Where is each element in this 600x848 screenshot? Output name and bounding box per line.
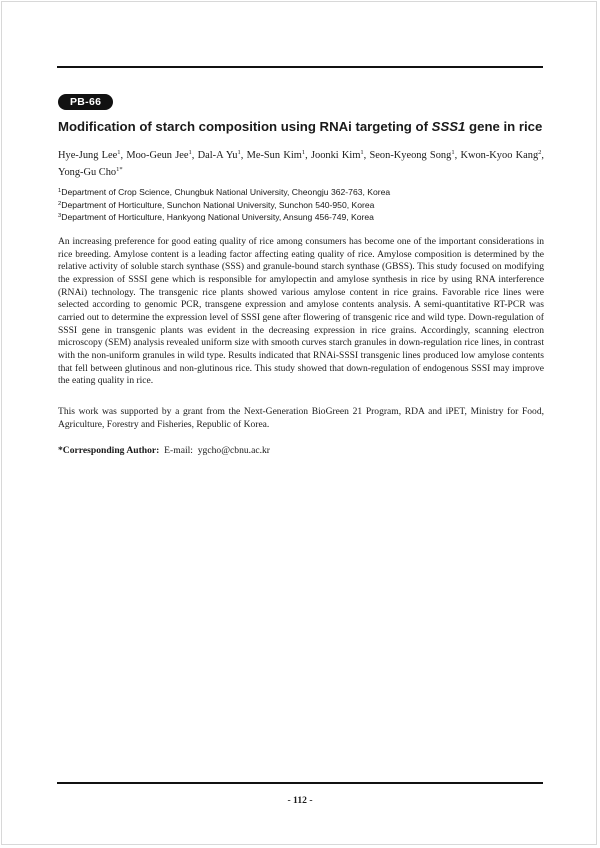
affiliation-line [58,186,544,199]
author-name: Me-Sun Kim [246,150,302,161]
author-affiliation-mark: 1 [188,149,192,156]
affiliation-line [58,199,544,212]
title-text-start: Modification of starch composition using RNAi targeting of [58,119,432,134]
author-affiliation-mark: 1 [360,149,364,156]
affiliation-line [58,211,544,224]
bottom-rule [57,782,543,784]
author-name: Kwon-Kyoo Kang [460,150,539,161]
author-affiliation-mark: 1* [116,166,123,173]
author-affiliation-mark: 1 [301,149,306,156]
author-list-continued [58,164,123,181]
corresponding-label: *Corresponding Author: [58,445,160,456]
author-name: Joonki Kim [310,150,361,161]
email-address: ygcho@cbnu.ac.kr [197,445,270,456]
author-name: Hye-Jung Lee [58,150,118,161]
paper-title [58,119,558,135]
affiliation-text: Department of Horticulture, Hankyong National University, Ansung 456-749, Korea [61,212,374,223]
author-affiliation-mark: 1 [117,149,121,156]
author-affiliation-mark: 2 [538,149,542,156]
affiliation-number: 3 [58,213,62,220]
title-gene-name: SSS1 [431,119,466,134]
author-list: Hye-Jung Lee$^1$, Moo-Geun Jee$^1$, Dal-A Yu$^1$, Me-Sun Kim$^1$, Joonki Kim$^1$, Seon-Kyeong Song$^1$, Kwon-Kyoo Kang$^2$, [58,149,545,161]
author-name: Moo-Geun Jee [126,150,189,161]
funding-acknowledgement: This work was supported by a grant from the Next-Generation BioGreen 21 Program, RDA and iPET, Ministry for Food, Agriculture, Forestry and Fisheries, Republic of Korea. [58,406,544,430]
affiliation-text: Department of Crop Science, Chungbuk National University, Cheongju 362-763, Korea [61,187,391,197]
title-text-end: gene in rice [465,119,543,134]
author-name: Dal-A Yu [197,150,238,161]
poster-badge: PB-66 [58,94,113,110]
top-rule [57,66,543,68]
author-affiliation-mark: 1 [237,149,241,156]
abstract-text: An increasing preference for good eating quality of rice among consumers has become one of the important considerations in rice breeding. Amylose content is a leading factor affecting eating quality of rice. Amylose composition is determined by the relative activity of soluble starch synthase (SSS) and granule-bound starch synthase (GBSS). This study focused on modifying the expression of SSSI gene which is responsible for amylopectin and amylose synthesis in rice by using RNA interference (RNAi) technology. The transgenic rice plants showed various amylose content in rice grains. Favorable rice lines were selected according to genomic PCR, transgene expression and amylose contents analysis. A semi-quantitative RT-PCR was carried out to determine the expression level of SSSI gene after flowering of transgenic rice and wild type. Down-regulation of SSSI gene in transgenic plants was evident in the decreasing expression in rice grains. Accordingly, scanning electron microscopy (SEM) analysis revealed uniform size with smooth curves starch granules in down-regulation rice lines, in contrast with the non-uniform granules in wild type. Results indicated that RNAi-SSSI transgenic lines produced low amylose contents that fell between glutinous and non-glutinous rice. This study showed that down-regulation of endogenous SSSI may improve the eating quality in rice. [58,236,544,387]
affiliation-list [58,186,544,224]
affiliation-number: 1 [58,188,62,194]
page-number: - 112 - [287,795,313,806]
author-name: Yong-Gu Cho [58,167,117,178]
email-label: E-mail: [164,445,193,456]
affiliation-text: Department of Horticulture, Sunchon National University, Sunchon 540-950, Korea [61,199,375,210]
author-name: Seon-Kyeong Song [369,150,452,161]
author-affiliation-mark: 1 [451,149,455,156]
corresponding-author [58,444,544,457]
affiliation-number: 2 [58,200,62,207]
